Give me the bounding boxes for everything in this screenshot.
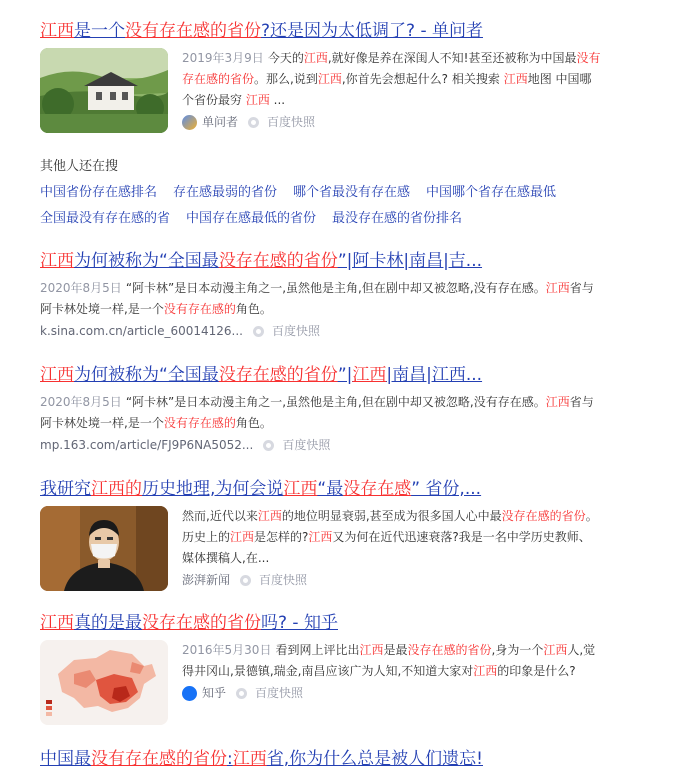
result-body [40, 640, 602, 725]
title-text: 吗? - 知乎 [261, 613, 338, 633]
village-thumbnail-icon[interactable] [40, 48, 168, 133]
title-text: “最 [317, 479, 344, 499]
source-name[interactable]: 知乎 [202, 686, 227, 700]
snippet-highlight: 江西 [359, 643, 384, 657]
snippet-text: 今天的 [267, 51, 304, 65]
related-searches [40, 158, 572, 228]
snippet-text: 然而,近代以来 [182, 509, 258, 523]
result-date: 2020年8月5日 [40, 281, 122, 295]
china-map-thumbnail-icon[interactable] [40, 640, 168, 725]
snippet-text: 与阿卡林处境一样,是一个 [40, 395, 594, 430]
title-text: 为何被称为“全国最 [74, 251, 219, 271]
snippet-highlight: 没有存在感的省份 [182, 51, 601, 86]
related-search-link[interactable]: 中国省份存在感排名 [40, 185, 158, 200]
result-title-link[interactable] [40, 250, 600, 272]
title-text: ?还是因为太低调了? - 单问者 [261, 21, 483, 41]
search-result-3 [40, 364, 683, 452]
result-meta [182, 684, 602, 702]
result-meta [40, 436, 600, 454]
result-title-link[interactable] [40, 748, 600, 770]
snippet-text: 又为何在近代迅速衰落?我是一名中学历史教师、媒体撰稿人,在... [182, 530, 591, 565]
source-dot-icon [236, 688, 247, 699]
result-title-link[interactable] [40, 364, 600, 386]
title-text: 历史地理,为何会说 [142, 479, 284, 499]
source-name[interactable]: 澎湃新闻 [182, 573, 231, 587]
snippet-text: ,你首先会想起什么? 相关搜索 [341, 72, 504, 86]
search-result-4 [40, 478, 683, 587]
result-date: 2020年8月5日 [40, 395, 122, 409]
related-search-link[interactable]: 哪个省最没有存在感 [293, 185, 411, 200]
result-title-link[interactable] [40, 478, 600, 500]
snippet-text: 角色。 [235, 302, 272, 316]
snippet-text: 人,觉得井冈山,景德镇,瑞金,南昌应该广为人知,不知道大家对 [182, 643, 596, 678]
snippet-highlight: 江西 [245, 93, 270, 107]
search-result-6 [40, 748, 683, 770]
title-highlight: 江西 [352, 365, 387, 385]
snippet-text: 的地位明显衰弱,甚至成为很多国人心中最 [281, 509, 502, 523]
title-text: 为何被称为“全国最 [74, 365, 219, 385]
result-meta [40, 322, 600, 340]
cache-link[interactable]: 百度快照 [271, 324, 320, 338]
title-highlight: 没有存在感的省份 [125, 21, 261, 41]
result-title-link[interactable] [40, 20, 600, 42]
title-highlight: 没存在感的省份 [218, 251, 338, 271]
related-search-link[interactable]: 全国最没有存在感的省 [40, 211, 171, 226]
snippet-highlight: 江西 [545, 395, 570, 409]
related-search-link[interactable]: 存在感最弱的省份 [173, 185, 278, 200]
title-text: 真的是最 [74, 613, 142, 633]
search-result-1 [40, 20, 683, 129]
snippet-text: ,就好像是养在深闺人不知!甚至还被称为中国最 [327, 51, 577, 65]
cache-link[interactable]: 百度快照 [282, 438, 331, 452]
snippet-highlight: 没有存在感的 [163, 302, 236, 316]
cache-link[interactable]: 百度快照 [255, 686, 304, 700]
snippet-text: 省 [569, 395, 582, 409]
result-snippet [182, 48, 602, 111]
related-search-link[interactable]: 中国哪个省存在感最低 [426, 185, 557, 200]
related-row-2 [40, 210, 572, 228]
source-name[interactable]: 单问者 [202, 115, 239, 129]
title-highlight: 江西 [232, 749, 267, 769]
title-highlight: 没有存在感的省份 [91, 749, 227, 769]
snippet-text: 的印象是什么? [497, 664, 576, 678]
man-in-mask-thumbnail-icon[interactable] [40, 506, 168, 591]
title-text: 是一个 [74, 21, 125, 41]
result-snippet [40, 392, 600, 434]
snippet-text: 。历史上的 [182, 509, 598, 544]
title-highlight: 江西 [40, 251, 74, 271]
title-text: |南昌|江西... [386, 365, 483, 385]
title-text: 中国最 [40, 749, 91, 769]
result-title-link[interactable] [40, 612, 600, 634]
snippet-text: “阿卡林”是日本动漫主角之一,虽然他是主角,但在剧中却又被忽略,没有存在感。 [125, 281, 546, 295]
snippet-highlight: 江西 [503, 72, 528, 86]
result-date: 2016年5月30日 [182, 643, 272, 657]
result-body [40, 506, 602, 591]
snippet-highlight: 江西 [545, 281, 570, 295]
snippet-highlight: 江西 [308, 530, 333, 544]
snippet-text: ,身为一个 [491, 643, 544, 657]
title-highlight: 江西 [40, 365, 74, 385]
title-highlight: 江西 [40, 613, 74, 633]
related-searches-title: 其他人还在搜 [40, 159, 119, 174]
result-snippet [40, 278, 600, 320]
snippet-highlight: 江西 [257, 509, 282, 523]
source-dot-icon [253, 326, 264, 337]
title-text: 我研究 [40, 479, 91, 499]
snippet-highlight: 江西 [303, 51, 328, 65]
result-snippet [182, 640, 602, 682]
snippet-highlight: 没存在感的省份 [501, 509, 586, 523]
result-snippet [182, 506, 602, 569]
title-highlight: 江西 [283, 479, 318, 499]
result-date: 2019年3月9日 [182, 51, 264, 65]
snippet-highlight: 江西 [230, 530, 255, 544]
snippet-text: 角色。 [235, 416, 272, 430]
snippet-highlight: 没存在感的省份 [407, 643, 492, 657]
title-highlight: 没存在感的省份 [218, 365, 338, 385]
snippet-highlight: 没有存在感的 [163, 416, 236, 430]
related-search-link[interactable]: 最没存在感的省份排名 [332, 211, 463, 226]
snippet-highlight: 江西 [473, 664, 498, 678]
title-highlight: 江西 [40, 21, 74, 41]
search-result-2 [40, 250, 683, 338]
result-meta [182, 571, 602, 589]
snippet-text: 。那么,说到 [254, 72, 318, 86]
source-url[interactable]: k.sina.com.cn/article_60014126... [40, 324, 243, 338]
related-search-link[interactable]: 中国存在感最低的省份 [186, 211, 317, 226]
title-text: ”| [337, 365, 353, 385]
title-text: 省,你为什么总是被人们遗忘! [266, 749, 483, 769]
snippet-text: 与阿卡林处境一样,是一个 [40, 281, 594, 316]
result-meta [182, 113, 602, 131]
snippet-text: “阿卡林”是日本动漫主角之一,虽然他是主角,但在剧中却又被忽略,没有存在感。 [125, 395, 546, 409]
title-highlight: 没存在感的省份 [142, 613, 261, 633]
result-body [40, 392, 600, 454]
snippet-highlight: 江西 [317, 72, 342, 86]
title-text: ”|阿卡林|南昌|吉... [337, 251, 483, 271]
result-body [40, 48, 602, 133]
snippet-text: ... [269, 93, 286, 107]
zhihu-logo-icon [182, 686, 197, 701]
related-row-1 [40, 184, 572, 202]
title-text: : [227, 749, 233, 769]
snippet-text: 是怎样的? [254, 530, 309, 544]
cache-link[interactable]: 百度快照 [267, 115, 316, 129]
title-highlight: 没存在感 [343, 479, 412, 499]
result-body [40, 278, 600, 340]
source-avatar-icon [182, 115, 197, 130]
snippet-highlight: 江西 [543, 643, 568, 657]
title-text: ” 省份,... [411, 479, 482, 499]
cache-link[interactable]: 百度快照 [259, 573, 308, 587]
source-dot-icon [248, 117, 259, 128]
snippet-text: 看到网上评比出 [275, 643, 360, 657]
snippet-text: 地图 中国哪个省份最穷 [182, 72, 592, 107]
snippet-text: 是最 [383, 643, 408, 657]
source-dot-icon [240, 575, 251, 586]
source-url[interactable]: mp.163.com/article/FJ9P6NA5052... [40, 438, 254, 452]
source-dot-icon [263, 440, 274, 451]
snippet-text: 省 [569, 281, 582, 295]
search-result-5 [40, 612, 683, 700]
title-highlight: 江西的 [91, 479, 142, 499]
